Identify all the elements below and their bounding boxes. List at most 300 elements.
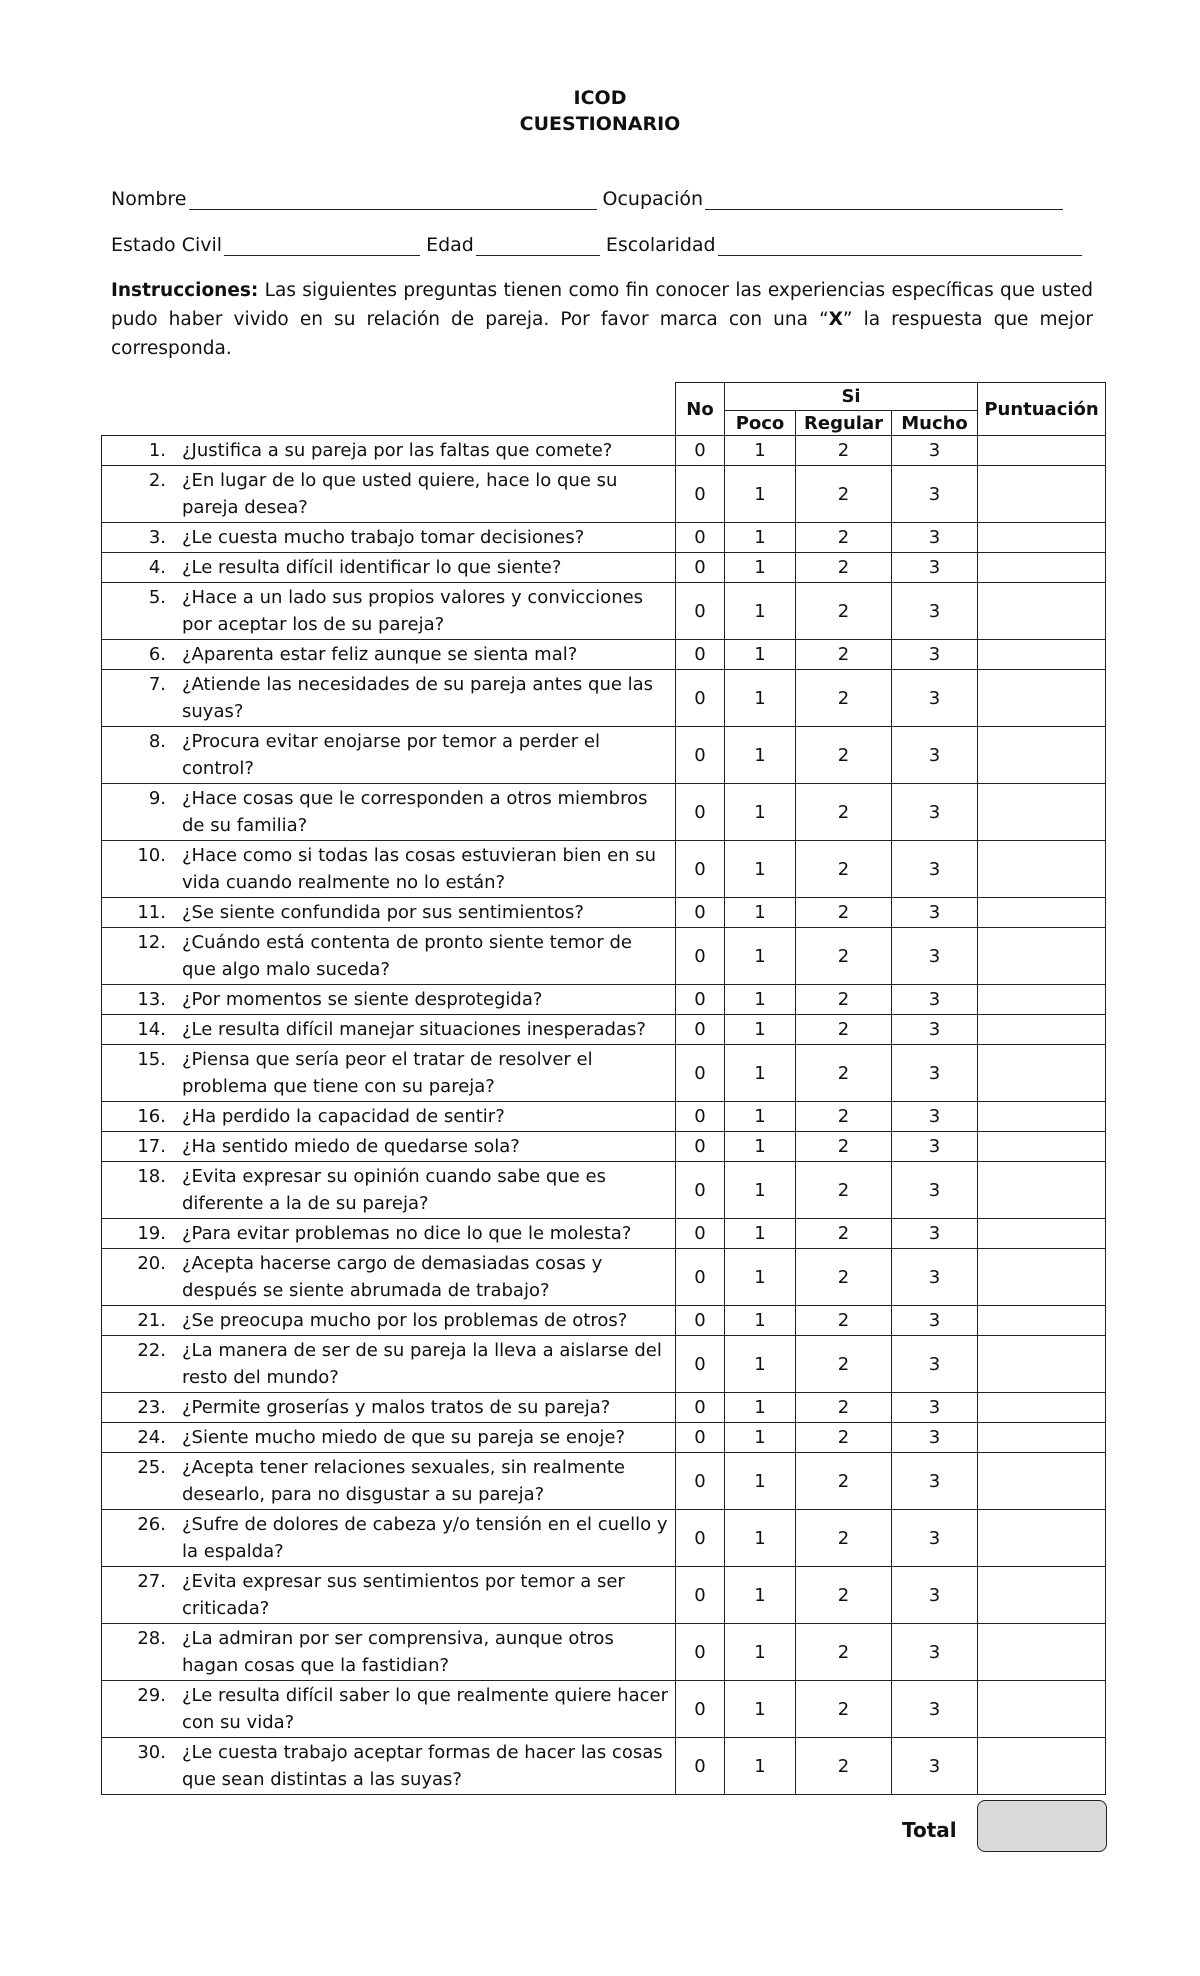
edad-label: Edad xyxy=(426,234,474,256)
option-cell[interactable]: 0 xyxy=(676,1510,725,1567)
instructions-mark: X xyxy=(828,309,843,330)
option-cell[interactable]: 1 xyxy=(725,1102,796,1132)
option-cell[interactable]: 0 xyxy=(676,1624,725,1681)
ocupacion-field[interactable] xyxy=(705,187,1063,210)
question-cell xyxy=(102,928,676,985)
score-cell[interactable] xyxy=(978,1162,1106,1219)
question-number: 29. xyxy=(137,1685,166,1706)
nombre-label: Nombre xyxy=(111,188,187,210)
table-row xyxy=(102,1132,1106,1162)
question-number: 12. xyxy=(137,932,166,953)
page-subtitle: CUESTIONARIO xyxy=(519,113,681,135)
option-cell[interactable]: 1 xyxy=(725,1393,796,1423)
score-cell[interactable] xyxy=(978,466,1106,523)
option-cell[interactable]: 2 xyxy=(796,1681,892,1738)
question-text: ¿Le resulta difícil saber lo que realmente quiere hacer con su vida? xyxy=(182,1685,669,1733)
option-cell[interactable]: 3 xyxy=(892,1738,978,1795)
header-no: No xyxy=(676,383,725,436)
question-number: 6. xyxy=(148,644,166,665)
question-text: ¿Acepta hacerse cargo de demasiadas cosas y después se siente abrumada de trabajo? xyxy=(182,1253,603,1301)
score-cell[interactable] xyxy=(978,928,1106,985)
option-cell[interactable]: 2 xyxy=(796,1336,892,1393)
question-text: ¿Le cuesta trabajo aceptar formas de hacer las cosas que sean distintas a las suyas? xyxy=(182,1742,663,1790)
score-cell[interactable] xyxy=(978,1306,1106,1336)
question-number: 14. xyxy=(137,1019,166,1040)
question-number: 7. xyxy=(148,674,166,695)
option-cell[interactable]: 0 xyxy=(676,928,725,985)
score-cell[interactable] xyxy=(978,1681,1106,1738)
option-cell[interactable]: 0 xyxy=(676,583,725,640)
score-cell[interactable] xyxy=(978,841,1106,898)
option-cell[interactable]: 0 xyxy=(676,1336,725,1393)
option-cell[interactable]: 0 xyxy=(676,1393,725,1423)
question-text: ¿Procura evitar enojarse por temor a perder el control? xyxy=(182,731,600,779)
option-cell[interactable]: 2 xyxy=(796,1015,892,1045)
option-cell[interactable]: 0 xyxy=(676,1045,725,1102)
option-cell[interactable]: 1 xyxy=(725,1453,796,1510)
option-cell[interactable]: 0 xyxy=(676,985,725,1015)
question-number: 9. xyxy=(148,788,166,809)
question-number: 21. xyxy=(137,1310,166,1331)
score-cell[interactable] xyxy=(978,436,1106,466)
option-cell[interactable]: 1 xyxy=(725,1624,796,1681)
option-cell[interactable]: 3 xyxy=(892,1132,978,1162)
option-cell[interactable]: 2 xyxy=(796,1306,892,1336)
option-cell[interactable]: 2 xyxy=(796,985,892,1015)
table-row xyxy=(102,553,1106,583)
table-row xyxy=(102,1510,1106,1567)
option-cell[interactable]: 3 xyxy=(892,1015,978,1045)
option-cell[interactable]: 2 xyxy=(796,1045,892,1102)
escolaridad-label: Escolaridad xyxy=(605,234,716,256)
option-cell[interactable]: 3 xyxy=(892,466,978,523)
question-cell xyxy=(102,1015,676,1045)
score-cell[interactable] xyxy=(978,1336,1106,1393)
option-cell[interactable]: 1 xyxy=(725,727,796,784)
question-text: ¿Ha perdido la capacidad de sentir? xyxy=(182,1106,505,1127)
question-cell xyxy=(102,1306,676,1336)
table-row xyxy=(102,1567,1106,1624)
score-cell[interactable] xyxy=(978,670,1106,727)
option-cell[interactable]: 2 xyxy=(796,727,892,784)
question-number: 23. xyxy=(137,1397,166,1418)
option-cell[interactable]: 0 xyxy=(676,466,725,523)
question-text: ¿La admiran por ser comprensiva, aunque otros hagan cosas que la fastidian? xyxy=(182,1628,614,1676)
option-cell[interactable]: 2 xyxy=(796,1567,892,1624)
table-row xyxy=(102,1015,1106,1045)
question-number: 27. xyxy=(137,1571,166,1592)
total-box[interactable] xyxy=(977,1800,1107,1852)
question-cell xyxy=(102,1336,676,1393)
question-cell xyxy=(102,727,676,784)
option-cell[interactable]: 3 xyxy=(892,1045,978,1102)
option-cell[interactable]: 0 xyxy=(676,727,725,784)
option-cell[interactable]: 0 xyxy=(676,1423,725,1453)
option-cell[interactable]: 1 xyxy=(725,898,796,928)
option-cell[interactable]: 2 xyxy=(796,436,892,466)
option-cell[interactable]: 3 xyxy=(892,898,978,928)
question-number: 8. xyxy=(148,731,166,752)
option-cell[interactable]: 1 xyxy=(725,1567,796,1624)
option-cell[interactable]: 2 xyxy=(796,466,892,523)
question-cell xyxy=(102,553,676,583)
question-cell xyxy=(102,1453,676,1510)
option-cell[interactable]: 3 xyxy=(892,640,978,670)
score-cell[interactable] xyxy=(978,553,1106,583)
question-number: 30. xyxy=(137,1742,166,1763)
option-cell[interactable]: 2 xyxy=(796,1219,892,1249)
option-cell[interactable]: 1 xyxy=(725,466,796,523)
question-text: ¿Le cuesta mucho trabajo tomar decisiones? xyxy=(182,527,585,548)
option-cell[interactable]: 3 xyxy=(892,1624,978,1681)
header-mucho: Mucho xyxy=(892,411,978,436)
question-text: ¿Evita expresar su opinión cuando sabe que es diferente a la de su pareja? xyxy=(182,1166,606,1214)
score-cell[interactable] xyxy=(978,1423,1106,1453)
table-row xyxy=(102,1219,1106,1249)
table-row xyxy=(102,1681,1106,1738)
option-cell[interactable]: 0 xyxy=(676,1015,725,1045)
option-cell[interactable]: 2 xyxy=(796,898,892,928)
option-cell[interactable]: 1 xyxy=(725,553,796,583)
option-cell[interactable]: 3 xyxy=(892,1423,978,1453)
option-cell[interactable]: 1 xyxy=(725,1162,796,1219)
option-cell[interactable]: 0 xyxy=(676,1249,725,1306)
option-cell[interactable]: 3 xyxy=(892,1219,978,1249)
table-row xyxy=(102,1738,1106,1795)
instructions-label: Instrucciones: xyxy=(111,280,259,301)
question-cell xyxy=(102,670,676,727)
question-cell xyxy=(102,1162,676,1219)
header-puntuacion: Puntuación xyxy=(978,383,1106,436)
option-cell[interactable]: 0 xyxy=(676,553,725,583)
question-text: ¿Le resulta difícil manejar situaciones inesperadas? xyxy=(182,1019,646,1040)
question-text: ¿Sufre de dolores de cabeza y/o tensión en el cuello y la espalda? xyxy=(182,1514,668,1562)
question-text: ¿Piensa que sería peor el tratar de resolver el problema que tiene con su pareja? xyxy=(182,1049,593,1097)
option-cell[interactable]: 0 xyxy=(676,1453,725,1510)
questions-body xyxy=(102,436,1106,1795)
question-number: 25. xyxy=(137,1457,166,1478)
option-cell[interactable]: 3 xyxy=(892,928,978,985)
table-row xyxy=(102,727,1106,784)
header-si: Si xyxy=(725,383,978,411)
question-number: 11. xyxy=(137,902,166,923)
option-cell[interactable]: 2 xyxy=(796,553,892,583)
question-text: ¿Hace como si todas las cosas estuvieran bien en su vida cuando realmente no lo están? xyxy=(182,845,657,893)
fields-row-2 xyxy=(111,226,1090,256)
question-cell xyxy=(102,466,676,523)
option-cell[interactable]: 0 xyxy=(676,640,725,670)
score-cell[interactable] xyxy=(978,1510,1106,1567)
score-cell[interactable] xyxy=(978,1102,1106,1132)
question-text: ¿Permite groserías y malos tratos de su pareja? xyxy=(182,1397,611,1418)
option-cell[interactable]: 2 xyxy=(796,784,892,841)
score-cell[interactable] xyxy=(978,898,1106,928)
question-cell xyxy=(102,1567,676,1624)
option-cell[interactable]: 3 xyxy=(892,523,978,553)
escolaridad-field[interactable] xyxy=(718,233,1082,256)
score-cell[interactable] xyxy=(978,1132,1106,1162)
question-cell xyxy=(102,985,676,1015)
table-row xyxy=(102,583,1106,640)
table-row xyxy=(102,985,1106,1015)
option-cell[interactable]: 2 xyxy=(796,1132,892,1162)
option-cell[interactable]: 3 xyxy=(892,1336,978,1393)
option-cell[interactable]: 3 xyxy=(892,436,978,466)
score-cell[interactable] xyxy=(978,1738,1106,1795)
score-cell[interactable] xyxy=(978,640,1106,670)
option-cell[interactable]: 1 xyxy=(725,1015,796,1045)
question-cell xyxy=(102,1510,676,1567)
option-cell[interactable]: 0 xyxy=(676,523,725,553)
question-number: 28. xyxy=(137,1628,166,1649)
score-cell[interactable] xyxy=(978,1015,1106,1045)
option-cell[interactable]: 1 xyxy=(725,928,796,985)
option-cell[interactable]: 2 xyxy=(796,640,892,670)
question-cell xyxy=(102,1045,676,1102)
question-cell xyxy=(102,1738,676,1795)
option-cell[interactable]: 3 xyxy=(892,784,978,841)
question-text: ¿En lugar de lo que usted quiere, hace lo que su pareja desea? xyxy=(182,470,618,518)
option-cell[interactable]: 0 xyxy=(676,1162,725,1219)
question-number: 15. xyxy=(137,1049,166,1070)
question-number: 22. xyxy=(137,1340,166,1361)
question-number: 24. xyxy=(137,1427,166,1448)
score-cell[interactable] xyxy=(978,1393,1106,1423)
question-text: ¿Ha sentido miedo de quedarse sola? xyxy=(182,1136,520,1157)
question-number: 20. xyxy=(137,1253,166,1274)
estado-civil-label: Estado Civil xyxy=(111,234,223,256)
option-cell[interactable]: 0 xyxy=(676,1306,725,1336)
question-number: 16. xyxy=(137,1106,166,1127)
option-cell[interactable]: 3 xyxy=(892,1453,978,1510)
question-cell xyxy=(102,640,676,670)
question-cell xyxy=(102,1249,676,1306)
option-cell[interactable]: 1 xyxy=(725,1219,796,1249)
question-number: 10. xyxy=(137,845,166,866)
question-number: 3. xyxy=(148,527,166,548)
score-cell[interactable] xyxy=(978,985,1106,1015)
table-row xyxy=(102,1162,1106,1219)
question-cell xyxy=(102,898,676,928)
option-cell[interactable]: 1 xyxy=(725,670,796,727)
question-number: 4. xyxy=(148,557,166,578)
score-cell[interactable] xyxy=(978,1453,1106,1510)
score-cell[interactable] xyxy=(978,523,1106,553)
option-cell[interactable]: 0 xyxy=(676,1102,725,1132)
score-cell[interactable] xyxy=(978,727,1106,784)
option-cell[interactable]: 3 xyxy=(892,670,978,727)
header-regular: Regular xyxy=(796,411,892,436)
option-cell[interactable]: 2 xyxy=(796,841,892,898)
option-cell[interactable]: 0 xyxy=(676,1738,725,1795)
option-cell[interactable]: 3 xyxy=(892,583,978,640)
question-cell xyxy=(102,1393,676,1423)
question-number: 5. xyxy=(148,587,166,608)
option-cell[interactable]: 2 xyxy=(796,1624,892,1681)
question-text: ¿Hace cosas que le corresponden a otros miembros de su familia? xyxy=(182,788,648,836)
option-cell[interactable]: 3 xyxy=(892,1567,978,1624)
question-cell xyxy=(102,1132,676,1162)
option-cell[interactable]: 2 xyxy=(796,583,892,640)
option-cell[interactable]: 1 xyxy=(725,1510,796,1567)
option-cell[interactable]: 1 xyxy=(725,1423,796,1453)
question-text: ¿La manera de ser de su pareja la lleva a aislarse del resto del mundo? xyxy=(182,1340,662,1388)
option-cell[interactable]: 0 xyxy=(676,841,725,898)
question-text: ¿Le resulta difícil identificar lo que siente? xyxy=(182,557,562,578)
question-header-blank xyxy=(102,383,676,436)
score-cell[interactable] xyxy=(978,784,1106,841)
table-row xyxy=(102,1045,1106,1102)
questions-table xyxy=(101,382,1106,1795)
instructions-text-before: Las siguientes preguntas tienen como fin conocer las experiencias específicas que usted pudo haber vivido en su relación de pareja. Por favor marca con una “ xyxy=(111,280,1093,330)
ocupacion-label: Ocupación xyxy=(602,188,704,210)
option-cell[interactable]: 3 xyxy=(892,1162,978,1219)
question-text: ¿Por momentos se siente desprotegida? xyxy=(182,989,543,1010)
question-number: 26. xyxy=(137,1514,166,1535)
option-cell[interactable]: 1 xyxy=(725,985,796,1015)
table-row xyxy=(102,1336,1106,1393)
question-cell xyxy=(102,1102,676,1132)
option-cell[interactable]: 1 xyxy=(725,1306,796,1336)
total-label: Total xyxy=(902,1818,957,1842)
option-cell[interactable]: 1 xyxy=(725,1045,796,1102)
option-cell[interactable]: 3 xyxy=(892,1393,978,1423)
option-cell[interactable]: 3 xyxy=(892,985,978,1015)
option-cell[interactable]: 0 xyxy=(676,898,725,928)
table-row xyxy=(102,670,1106,727)
question-cell xyxy=(102,841,676,898)
option-cell[interactable]: 1 xyxy=(725,1249,796,1306)
question-number: 1. xyxy=(148,440,166,461)
option-cell[interactable]: 2 xyxy=(796,1453,892,1510)
question-cell xyxy=(102,1423,676,1453)
option-cell[interactable]: 2 xyxy=(796,1102,892,1132)
question-number: 2. xyxy=(148,470,166,491)
option-cell[interactable]: 1 xyxy=(725,583,796,640)
question-cell xyxy=(102,1219,676,1249)
option-cell[interactable]: 0 xyxy=(676,1681,725,1738)
fields-row-1 xyxy=(111,180,1090,210)
score-cell[interactable] xyxy=(978,1624,1106,1681)
question-text: ¿Evita expresar sus sentimientos por temor a ser criticada? xyxy=(182,1571,625,1619)
table-row xyxy=(102,436,1106,466)
question-cell xyxy=(102,1624,676,1681)
option-cell[interactable]: 1 xyxy=(725,1132,796,1162)
option-cell[interactable]: 3 xyxy=(892,1681,978,1738)
option-cell[interactable]: 1 xyxy=(725,1738,796,1795)
question-text: ¿Siente mucho miedo de que su pareja se enoje? xyxy=(182,1427,626,1448)
option-cell[interactable]: 0 xyxy=(676,1132,725,1162)
table-row xyxy=(102,1393,1106,1423)
question-text: ¿Atiende las necesidades de su pareja antes que las suyas? xyxy=(182,674,654,722)
option-cell[interactable]: 3 xyxy=(892,727,978,784)
score-cell[interactable] xyxy=(978,1249,1106,1306)
instructions xyxy=(111,276,1093,363)
score-cell[interactable] xyxy=(978,1045,1106,1102)
question-text: ¿Justifica a su pareja por las faltas que comete? xyxy=(182,440,613,461)
question-text: ¿Cuándo está contenta de pronto siente temor de que algo malo suceda? xyxy=(182,932,632,980)
score-cell[interactable] xyxy=(978,1219,1106,1249)
table-row xyxy=(102,928,1106,985)
table-row xyxy=(102,466,1106,523)
page-title: ICOD xyxy=(573,87,627,109)
question-number: 13. xyxy=(137,989,166,1010)
option-cell[interactable]: 0 xyxy=(676,1219,725,1249)
option-cell[interactable]: 0 xyxy=(676,436,725,466)
question-cell xyxy=(102,523,676,553)
option-cell[interactable]: 2 xyxy=(796,1738,892,1795)
option-cell[interactable]: 0 xyxy=(676,670,725,727)
option-cell[interactable]: 1 xyxy=(725,1681,796,1738)
option-cell[interactable]: 2 xyxy=(796,1510,892,1567)
question-text: ¿Para evitar problemas no dice lo que le molesta? xyxy=(182,1223,632,1244)
option-cell[interactable]: 3 xyxy=(892,841,978,898)
option-cell[interactable]: 2 xyxy=(796,1162,892,1219)
question-number: 17. xyxy=(137,1136,166,1157)
option-cell[interactable]: 1 xyxy=(725,841,796,898)
option-cell[interactable]: 3 xyxy=(892,1102,978,1132)
question-text: ¿Acepta tener relaciones sexuales, sin realmente desearlo, para no disgustar a su pareja? xyxy=(182,1457,625,1505)
question-cell xyxy=(102,436,676,466)
option-cell[interactable]: 0 xyxy=(676,784,725,841)
option-cell[interactable]: 2 xyxy=(796,1249,892,1306)
table-row xyxy=(102,1453,1106,1510)
question-text: ¿Hace a un lado sus propios valores y convicciones por aceptar los de su pareja? xyxy=(182,587,644,635)
option-cell[interactable]: 3 xyxy=(892,1249,978,1306)
table-row xyxy=(102,1102,1106,1132)
option-cell[interactable]: 2 xyxy=(796,523,892,553)
question-number: 18. xyxy=(137,1166,166,1187)
option-cell[interactable]: 3 xyxy=(892,1510,978,1567)
estado-civil-field[interactable] xyxy=(224,233,420,256)
table-row xyxy=(102,841,1106,898)
score-cell[interactable] xyxy=(978,583,1106,640)
table-row xyxy=(102,640,1106,670)
question-number: 19. xyxy=(137,1223,166,1244)
option-cell[interactable]: 2 xyxy=(796,1393,892,1423)
edad-field[interactable] xyxy=(476,233,600,256)
option-cell[interactable]: 3 xyxy=(892,1306,978,1336)
question-text: ¿Se preocupa mucho por los problemas de otros? xyxy=(182,1310,628,1331)
option-cell[interactable]: 2 xyxy=(796,670,892,727)
question-cell xyxy=(102,583,676,640)
nombre-field[interactable] xyxy=(189,187,597,210)
question-cell xyxy=(102,1681,676,1738)
table-row xyxy=(102,1423,1106,1453)
option-cell[interactable]: 1 xyxy=(725,523,796,553)
instructions-text-after: ” la respuesta que mejor corresponda. xyxy=(111,309,1093,359)
option-cell[interactable]: 2 xyxy=(796,1423,892,1453)
option-cell[interactable]: 0 xyxy=(676,1567,725,1624)
option-cell[interactable]: 2 xyxy=(796,928,892,985)
option-cell[interactable]: 1 xyxy=(725,640,796,670)
header-poco: Poco xyxy=(725,411,796,436)
question-text: ¿Aparenta estar feliz aunque se sienta mal? xyxy=(182,644,578,665)
table-row xyxy=(102,1624,1106,1681)
question-text: ¿Se siente confundida por sus sentimientos? xyxy=(182,902,584,923)
option-cell[interactable]: 1 xyxy=(725,784,796,841)
option-cell[interactable]: 1 xyxy=(725,1336,796,1393)
option-cell[interactable]: 1 xyxy=(725,436,796,466)
table-row xyxy=(102,1306,1106,1336)
table-row xyxy=(102,898,1106,928)
score-cell[interactable] xyxy=(978,1567,1106,1624)
table-row xyxy=(102,784,1106,841)
option-cell[interactable]: 3 xyxy=(892,553,978,583)
question-cell xyxy=(102,784,676,841)
table-row xyxy=(102,1249,1106,1306)
table-row xyxy=(102,523,1106,553)
